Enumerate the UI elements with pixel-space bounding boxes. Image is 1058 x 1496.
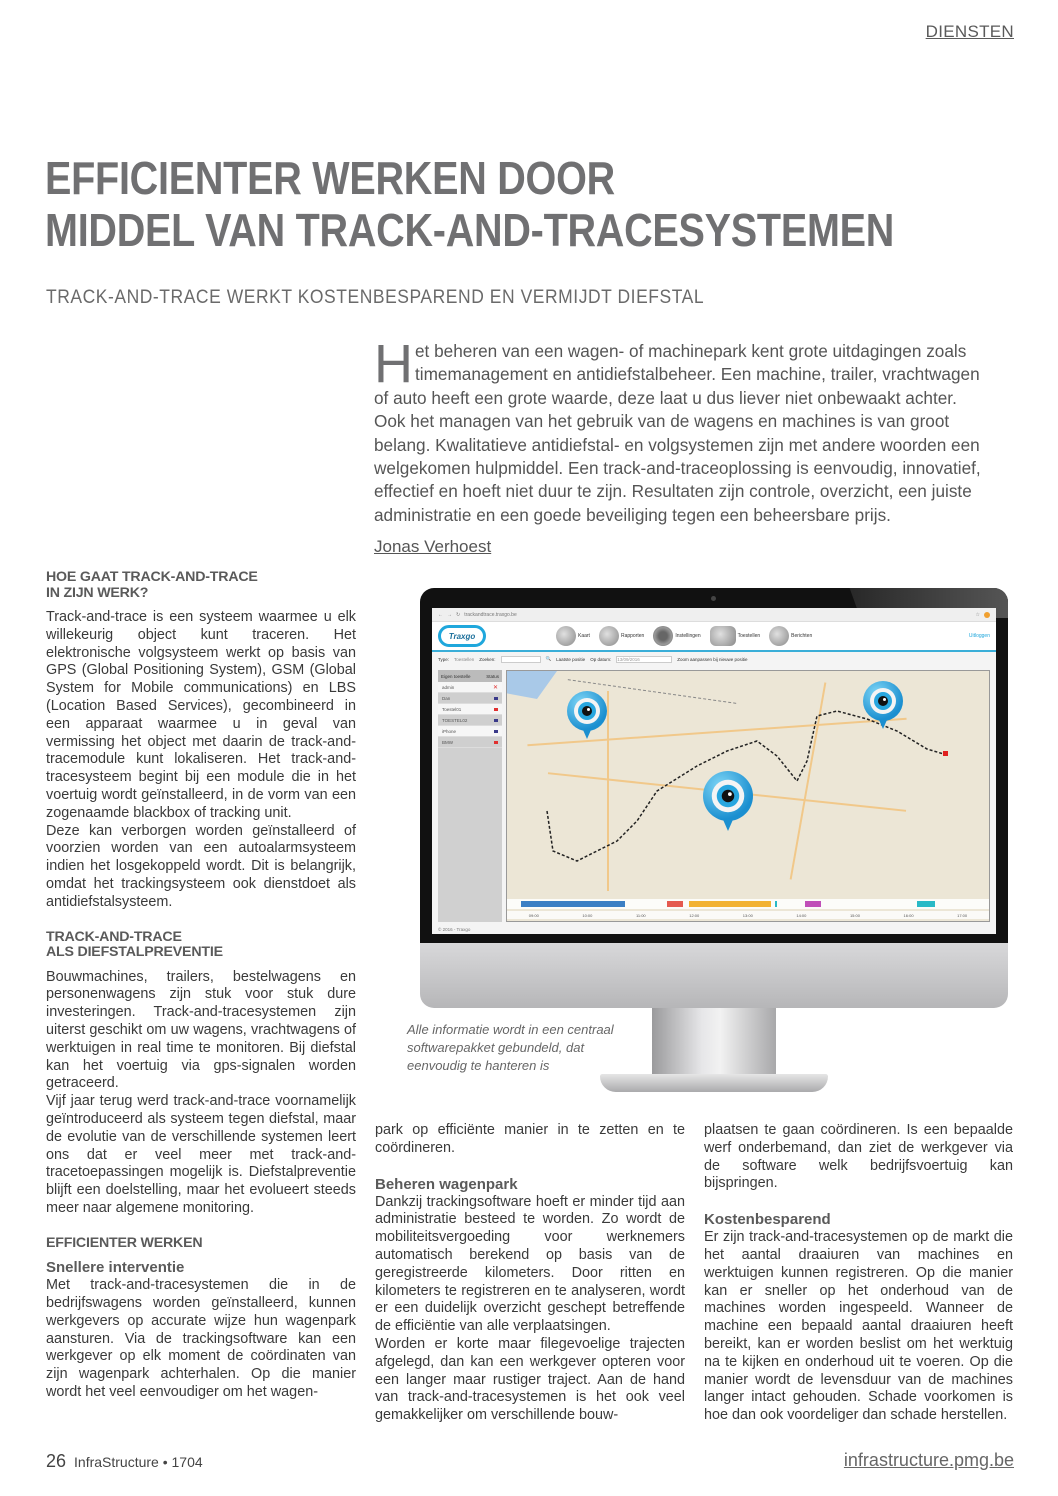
- heading-line: IN ZIJN WERK?: [46, 584, 149, 601]
- gear-icon: [653, 626, 673, 646]
- device-list: [438, 670, 502, 922]
- browser-bar: [432, 608, 996, 622]
- tick: 12:00: [689, 912, 700, 918]
- publication-issue: InfraStructure • 1704: [74, 1454, 203, 1470]
- type-select: Toestellen: [454, 656, 475, 662]
- status-icon: [494, 730, 498, 733]
- zoom-option: Zoom aanpassen bij nieuwe positie: [677, 656, 748, 662]
- search-field: [501, 656, 541, 663]
- app-header: [432, 622, 996, 652]
- device-name: admin: [442, 684, 455, 690]
- paragraph: Deze kan verborgen worden geïnstalleerd of voorzien worden van een autoalarmsysteem indien het losgekoppeld wordt. Dit is belangrijk, omdat het trackingsysteem ook dienstdoet als antidiefstalsysteem.: [46, 822, 356, 910]
- status-icon: [494, 741, 498, 744]
- messages-icon: [769, 626, 789, 646]
- device-name: iPhone: [442, 728, 457, 734]
- nav-messages: [769, 626, 812, 646]
- map-view: [506, 670, 990, 922]
- nav-devices: [710, 626, 761, 646]
- app-toolbar: [432, 652, 996, 666]
- title-line-1: EFFICIENTER WERKEN DOOR: [45, 152, 615, 204]
- author-byline[interactable]: Jonas Verhoest: [374, 537, 492, 556]
- back-icon: ←: [438, 611, 443, 618]
- monitor-bezel: [420, 588, 1008, 943]
- date-field: 13/09/2016: [616, 656, 672, 663]
- device-name: TOESTEL02: [442, 717, 468, 723]
- type-label: Type:: [438, 656, 450, 662]
- location-pin-icon: [703, 771, 753, 834]
- heading-theft-prevention: [46, 930, 356, 961]
- search-label: Zoeken:: [479, 656, 496, 662]
- nav-label: Instellingen: [675, 633, 701, 639]
- figure-caption: Alle informatie wordt in een centraal softwarepakket gebundeld, dat eenvoudig te hanteren is: [407, 1022, 614, 1073]
- paragraph: Track-and-trace is een systeem waarmee u elk willekeurig object kunt traceren. Het elektronische volgsysteem werkt op basis van GPS (Global Positioning System), GSM (Global System for Mobile communications) en LBS (Location Based Services), gecombineerd in een apparaat waarmee u in geval van vermissing het object met daarin de track-and-tracemodule kunt lokaliseren. Het track-and-tracesysteem begint bij een module die in het voertuig wordt geïnstalleerd, in de vorm van een zogenaamde blackbox of tracking unit.: [46, 609, 356, 821]
- location-pin-icon: [567, 691, 607, 741]
- activity-timeline: [507, 899, 989, 909]
- reports-icon: [599, 626, 619, 646]
- app-body: [438, 670, 990, 922]
- device-row: [438, 682, 502, 693]
- camera-icon: [711, 596, 716, 601]
- paragraph: Er zijn track-and-tracesystemen op de markt die het aantal draaiuren van machines en werktuigen kunnen registreren. Op die manier kan er sneller op het onderhoud van de machines worden ingespeeld. Wanneer de machine een bepaald aantal draaiuren heeft bereikt, kan er worden beslist om het werktuig na te kijken en onderhoud uit te voeren. Op die manier wordt de levensduur van de machines langer intact gehouden. Schade voorkomen is hoe dan ook voordeliger dan schade herstellen.: [704, 1229, 1013, 1424]
- reload-icon: ↻: [456, 611, 461, 618]
- tick: 11:00: [635, 912, 646, 918]
- tick: 14:00: [796, 912, 807, 918]
- page-footer-left: [46, 1451, 203, 1472]
- device-row: [438, 704, 502, 715]
- website-link[interactable]: infrastructure.pmg.be: [843, 1450, 1014, 1470]
- title-line-2: MIDDEL VAN TRACK-AND-TRACESYSTEMEN: [45, 204, 895, 256]
- column-name: Eigen toestelle: [441, 673, 471, 679]
- device-name: Dan: [442, 695, 451, 701]
- on-date-label: Op datum:: [590, 656, 612, 662]
- nav-label: Toestellen: [737, 633, 761, 639]
- monitor-stand: [652, 1008, 776, 1078]
- tick: 16:00: [903, 912, 914, 918]
- column-2: [375, 1122, 685, 1425]
- page-number: 26: [46, 1451, 67, 1471]
- map-icon: [556, 626, 576, 646]
- status-icon: [494, 708, 498, 711]
- tick: 13:00: [742, 912, 753, 918]
- tick: 15:00: [849, 912, 860, 918]
- device-list-header: [438, 670, 502, 682]
- nav-settings: [653, 626, 700, 646]
- device-name: BMW: [442, 739, 453, 745]
- tick: 10:00: [582, 912, 593, 918]
- paragraph: Dankzij trackingsoftware hoeft er minder tijd aan administratie besteed te worden. Zo wordt de mobiliteitsvergoeding voor werknemers automatisch berekend op basis van de geregistreerde kilometers. Door ritten en kilometers te registreren en te analyseren, wordt er een duidelijk overzicht geschept betreffende de efficiëntie van alle verplaatsingen.: [375, 1193, 685, 1335]
- paragraph: Worden er korte maar filegevoelige trajecten afgelegd, dan kan een werkgever opteren voor een langer maar rustiger traject. Aan de hand van track-and-tracesystemen is het ook veel gemakkelijker om verschillende bouw-: [375, 1335, 685, 1424]
- paragraph: Vijf jaar terug werd track-and-trace voornamelijk geïntroduceerd als systeem tegen diefstal, maar de evolutie van de verschillende systemen leert ons dat er veel meer met track-and-tracetoepassingen mogelijk is. Diefstalpreventie blijft een doelstelling, maar het evolueert steeds meer naar algemene monitoring.: [46, 1093, 356, 1216]
- status-icon: [494, 719, 498, 722]
- device-row: [438, 737, 502, 748]
- tick: 17:00: [957, 912, 968, 918]
- drop-cap: H: [374, 334, 413, 394]
- monitor-chin: [420, 943, 1008, 1008]
- subheading-faster-intervention: Snellere interventie: [46, 1259, 185, 1277]
- paragraph: Met track-and-tracesystemen die in de bedrijfswagens worden geïnstalleerd, kunnen werkgevers op accurate wijze hun wagenpark aansturen. Via de trackingsoftware kan een werkgever op elk moment de coördinaten van zijn wagenpark achterhalen. Op die manier wordt het veel eenvoudiger om het wagen-: [46, 1277, 356, 1400]
- subheading-fleet-management: Beheren wagenpark: [375, 1175, 518, 1193]
- subheading-cost-saving: Kostenbesparend: [704, 1211, 831, 1229]
- section-label[interactable]: DIENSTEN: [925, 22, 1014, 41]
- device-row: [438, 693, 502, 704]
- heading-line: TRACK-AND-TRACE: [46, 928, 182, 945]
- tick: 09:00: [528, 912, 539, 918]
- star-icon: ☆: [975, 611, 980, 618]
- column-3: [704, 1122, 1013, 1425]
- heading-line: ALS DIEFSTALPREVENTIE: [46, 944, 223, 961]
- device-row: [438, 715, 502, 726]
- column-status: Status: [486, 673, 499, 679]
- paragraph: plaatsen te gaan coördineren. Is een bepaalde werf onderbemand, dan ziet de werkgever via de software welk bedrijfsvoertuig kan bijspringen.: [704, 1122, 1013, 1192]
- last-position-option: Laatste positie: [556, 656, 586, 662]
- traxgo-logo: Traxgo: [438, 625, 486, 647]
- search-icon: 🔍: [545, 656, 552, 661]
- device-row: [438, 726, 502, 737]
- article-title: [45, 152, 895, 256]
- nav-label: Berichten: [791, 633, 813, 639]
- paragraph: Bouwmachines, trailers, bestelwagens en personenwagens zijn stuk voor stuk dure investeringen. Track-and-tracesystemen zijn uiterst geschikt om uw wagens, vrachtwagens of werktuigen in real time te monitoren. Bij diefstal kan het voertuig via gps-signalen worden getraceerd.: [46, 968, 356, 1092]
- status-icon: [494, 697, 498, 700]
- article-subtitle: TRACK-AND-TRACE WERKT KOSTENBESPAREND EN VERMIJDT DIEFSTAL: [46, 287, 705, 308]
- device-name: Toestel01: [442, 706, 462, 712]
- forward-icon: →: [447, 611, 452, 618]
- error-icon: ✕: [492, 684, 498, 691]
- nav-label: Kaart: [578, 633, 590, 639]
- column-1: [46, 570, 356, 1402]
- nav-label: Rapporten: [620, 633, 645, 639]
- url-field: trackandtrace.traxgo.be: [464, 611, 517, 618]
- van-icon: [710, 626, 736, 646]
- intro-text: et beheren van een wagen- of machinepark kent grote uitdagingen zoals timemanagement en antidiefstalbeheer. Een machine, trailer, vrachtwagen of auto heeft een grote waarde, deze laat u dus liever niet onbewaakt achter. Ook het managen van het gebruik van de wagens en machines is van groot belang. Kwalitatieve antidiefstal- en volgsystemen zijn met andere woorden een welgekomen hulpmiddel. Een track-and-traceoplossing is eenvoudig, innovatief, effectief en hoeft niet duur te zijn. Resultaten zijn controle, overzicht, een juiste administratie en een goede beveiliging tegen een beheersbare prijs.: [374, 341, 981, 525]
- nav-map: [556, 626, 590, 646]
- heading-line: HOE GAAT TRACK-AND-TRACE: [46, 569, 258, 585]
- logout-link: Uitloggen: [968, 633, 990, 639]
- heading-efficient-work: EFFICIENTER WERKEN: [46, 1234, 203, 1251]
- heading-how-it-works: [46, 570, 356, 601]
- monitor-base: [600, 1074, 828, 1092]
- software-screenshot: [432, 608, 996, 934]
- article-intro: [374, 334, 984, 527]
- timeline-axis: [507, 911, 989, 919]
- location-pin-icon: [863, 681, 903, 731]
- screen-footer: © 2016 - Traxgo: [438, 927, 471, 932]
- nav-reports: [599, 626, 644, 646]
- app-nav: [556, 626, 812, 646]
- extension-icon: [984, 612, 990, 618]
- paragraph: park op efficiënte manier in te zetten en te coördineren.: [375, 1122, 685, 1156]
